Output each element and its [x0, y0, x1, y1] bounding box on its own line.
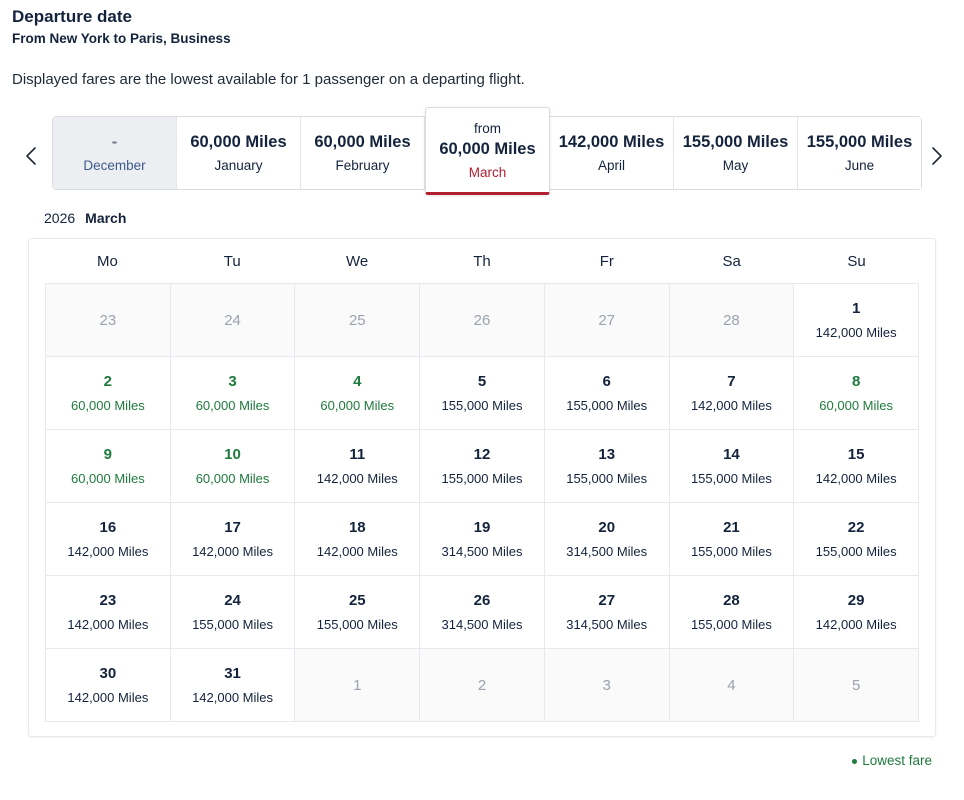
fares-note: Displayed fares are the lowest available for 1 passenger on a departing flight.: [12, 71, 525, 88]
day-fare: 60,000 Miles: [819, 398, 893, 413]
day-fare: 155,000 Miles: [441, 398, 523, 413]
day-fare: 314,500 Miles: [441, 617, 523, 632]
day-fare: 142,000 Miles: [192, 544, 274, 559]
month-tab-february[interactable]: [301, 117, 425, 189]
calendar-cell[interactable]: [295, 576, 420, 649]
day-number: 26: [473, 311, 491, 329]
day-number: 7: [727, 373, 736, 390]
calendar-cell-disabled: [295, 284, 420, 357]
day-number: 6: [602, 373, 611, 390]
day-fare: 142,000 Miles: [67, 544, 149, 559]
calendar-cell-disabled: [420, 649, 545, 722]
day-number: 25: [348, 311, 366, 329]
calendar-cell[interactable]: [670, 357, 795, 430]
day-number: 20: [598, 519, 616, 536]
weekday-th: Th: [473, 252, 491, 270]
route-subtitle: From New York to Paris, Business: [12, 31, 231, 46]
month-price: 155,000 Miles: [806, 133, 913, 151]
day-fare: 142,000 Miles: [67, 690, 149, 705]
calendar-day-grid[interactable]: [45, 283, 919, 722]
day-number: 9: [103, 446, 113, 463]
day-fare: 142,000 Miles: [192, 690, 274, 705]
day-number: 27: [598, 311, 616, 329]
weekday-fr: Fr: [599, 252, 614, 270]
page-header: [0, 0, 964, 48]
day-number: 24: [224, 592, 241, 609]
day-number: 10: [224, 446, 241, 463]
day-number: 27: [598, 592, 616, 609]
weekday-sa: Sa: [722, 252, 741, 270]
day-fare: 155,000 Miles: [566, 398, 648, 413]
day-fare: 60,000 Miles: [195, 398, 270, 413]
day-fare: 142,000 Miles: [815, 325, 897, 340]
calendar-cell[interactable]: [545, 576, 670, 649]
day-fare: 142,000 Miles: [67, 617, 149, 632]
day-number: 16: [99, 519, 117, 536]
calendar-cell[interactable]: [420, 576, 545, 649]
day-number: 12: [473, 446, 491, 463]
calendar-cell[interactable]: [171, 649, 296, 722]
calendar-cell[interactable]: [171, 503, 296, 576]
calendar-cell[interactable]: [794, 503, 919, 576]
month-name: June: [844, 158, 875, 173]
day-number: 2: [103, 373, 113, 390]
day-number: 29: [847, 592, 865, 609]
day-fare: 155,000 Miles: [690, 471, 772, 486]
day-fare: 142,000 Miles: [316, 544, 398, 559]
calendar-cell[interactable]: [171, 576, 296, 649]
lowest-fare-dot-icon: [852, 759, 857, 764]
day-fare: 142,000 Miles: [316, 471, 398, 486]
month-tab-march[interactable]: [425, 107, 550, 195]
previous-month-arrow-icon[interactable]: [18, 139, 44, 173]
calendar-cell[interactable]: [46, 649, 171, 722]
calendar-cell-disabled: [420, 284, 545, 357]
day-number: 15: [847, 446, 865, 463]
day-number: 4: [353, 373, 362, 390]
calendar-cell[interactable]: [171, 357, 296, 430]
legend: [0, 753, 932, 768]
day-fare: 155,000 Miles: [690, 617, 772, 632]
day-number: 5: [477, 373, 487, 390]
day-fare: 60,000 Miles: [320, 398, 395, 413]
month-price: 60,000 Miles: [439, 139, 536, 158]
month-name: February: [335, 158, 390, 173]
legend-label: Lowest fare: [862, 753, 932, 768]
day-fare: 155,000 Miles: [316, 617, 398, 632]
calendar-cell[interactable]: [295, 430, 420, 503]
calendar-cell[interactable]: [670, 430, 795, 503]
calendar-cell[interactable]: [670, 576, 795, 649]
calendar-cell[interactable]: [794, 430, 919, 503]
month-name: March: [468, 164, 507, 180]
month-tab-december: [53, 117, 177, 189]
day-number: 14: [723, 446, 740, 463]
month-price: 142,000 Miles: [558, 133, 665, 151]
calendar-cell[interactable]: [295, 503, 420, 576]
day-fare: 142,000 Miles: [815, 617, 897, 632]
day-number: 5: [851, 676, 861, 694]
day-fare: 314,500 Miles: [441, 544, 523, 559]
day-number: 13: [598, 446, 616, 463]
day-fare: 142,000 Miles: [815, 471, 897, 486]
calendar-cell-disabled: [46, 284, 171, 357]
calendar-cell-disabled: [670, 649, 795, 722]
month-price: 155,000 Miles: [682, 133, 789, 151]
day-fare: 60,000 Miles: [195, 471, 270, 486]
calendar-cell-disabled: [295, 649, 420, 722]
day-fare: 155,000 Miles: [441, 471, 523, 486]
day-number: 25: [348, 592, 366, 609]
weekday-su: Su: [847, 252, 866, 270]
next-month-arrow-icon[interactable]: [924, 139, 950, 173]
day-fare: 155,000 Miles: [815, 544, 897, 559]
month-strip-container: [0, 116, 964, 196]
calendar-cell[interactable]: [46, 576, 171, 649]
day-number: 23: [99, 311, 117, 329]
day-number: 1: [851, 300, 861, 317]
calendar-cell-disabled: [545, 284, 670, 357]
month-tab-june[interactable]: [798, 117, 921, 189]
calendar-cell[interactable]: [171, 430, 296, 503]
calendar-month: March: [85, 210, 127, 226]
day-fare: 142,000 Miles: [690, 398, 772, 413]
calendar-cell[interactable]: [295, 357, 420, 430]
day-number: 31: [224, 665, 241, 682]
calendar-cell[interactable]: [46, 503, 171, 576]
calendar-cell[interactable]: [794, 357, 919, 430]
day-number: 28: [723, 592, 740, 609]
weekday-header-row: [45, 239, 919, 283]
calendar-cell[interactable]: [545, 503, 670, 576]
month-tab-january[interactable]: [177, 117, 301, 189]
day-number: 11: [349, 446, 366, 463]
month-price: 60,000 Miles: [190, 133, 287, 151]
day-number: 26: [473, 592, 491, 609]
day-fare: 155,000 Miles: [566, 471, 648, 486]
weekday-tu: Tu: [223, 252, 241, 270]
day-number: 17: [224, 519, 241, 536]
day-number: 4: [727, 676, 736, 694]
day-number: 19: [473, 519, 491, 536]
day-number: 3: [228, 373, 237, 390]
calendar-cell[interactable]: [545, 357, 670, 430]
calendar-cell-disabled: [794, 649, 919, 722]
day-number: 3: [602, 676, 611, 694]
day-number: 24: [224, 311, 241, 329]
month-name: December: [83, 158, 146, 173]
calendar-cell[interactable]: [545, 430, 670, 503]
calendar-year: 2026: [44, 210, 76, 226]
day-fare: 155,000 Miles: [690, 544, 772, 559]
day-number: 2: [477, 676, 487, 694]
day-number: 21: [723, 519, 740, 536]
calendar-cell[interactable]: [794, 284, 919, 357]
day-number: 1: [353, 676, 362, 694]
weekday-mo: Mo: [97, 252, 118, 270]
calendar-cell-disabled: [670, 284, 795, 357]
month-name: January: [214, 158, 263, 173]
month-tab-april[interactable]: [550, 117, 674, 189]
calendar-cell[interactable]: [46, 357, 171, 430]
calendar-month-label: [44, 210, 964, 226]
day-fare: 60,000 Miles: [70, 471, 145, 486]
weekday-we: We: [346, 252, 369, 270]
day-number: 22: [847, 519, 865, 536]
calendar-cell-disabled: [171, 284, 296, 357]
day-number: 8: [851, 373, 861, 390]
day-number: 30: [99, 665, 117, 682]
day-fare: 155,000 Miles: [192, 617, 274, 632]
calendar-cell[interactable]: [420, 357, 545, 430]
day-fare: 60,000 Miles: [70, 398, 145, 413]
day-number: 28: [723, 311, 740, 329]
calendar-cell[interactable]: [420, 430, 545, 503]
month-name: April: [597, 158, 625, 173]
calendar-cell[interactable]: [420, 503, 545, 576]
day-number: 23: [99, 592, 117, 609]
month-tab-may[interactable]: [674, 117, 798, 189]
page-title: Departure date: [12, 7, 132, 26]
month-price: -: [111, 133, 118, 151]
month-from-label: from: [474, 120, 501, 136]
day-fare: 314,500 Miles: [566, 617, 648, 632]
day-number: 18: [348, 519, 366, 536]
day-fare: 314,500 Miles: [566, 544, 648, 559]
calendar-cell[interactable]: [670, 503, 795, 576]
month-name: May: [722, 158, 749, 173]
calendar-cell[interactable]: [46, 430, 171, 503]
fare-calendar: [28, 238, 936, 737]
month-selector[interactable]: [52, 116, 922, 190]
month-price: 60,000 Miles: [314, 133, 411, 151]
calendar-cell-disabled: [545, 649, 670, 722]
calendar-cell[interactable]: [794, 576, 919, 649]
